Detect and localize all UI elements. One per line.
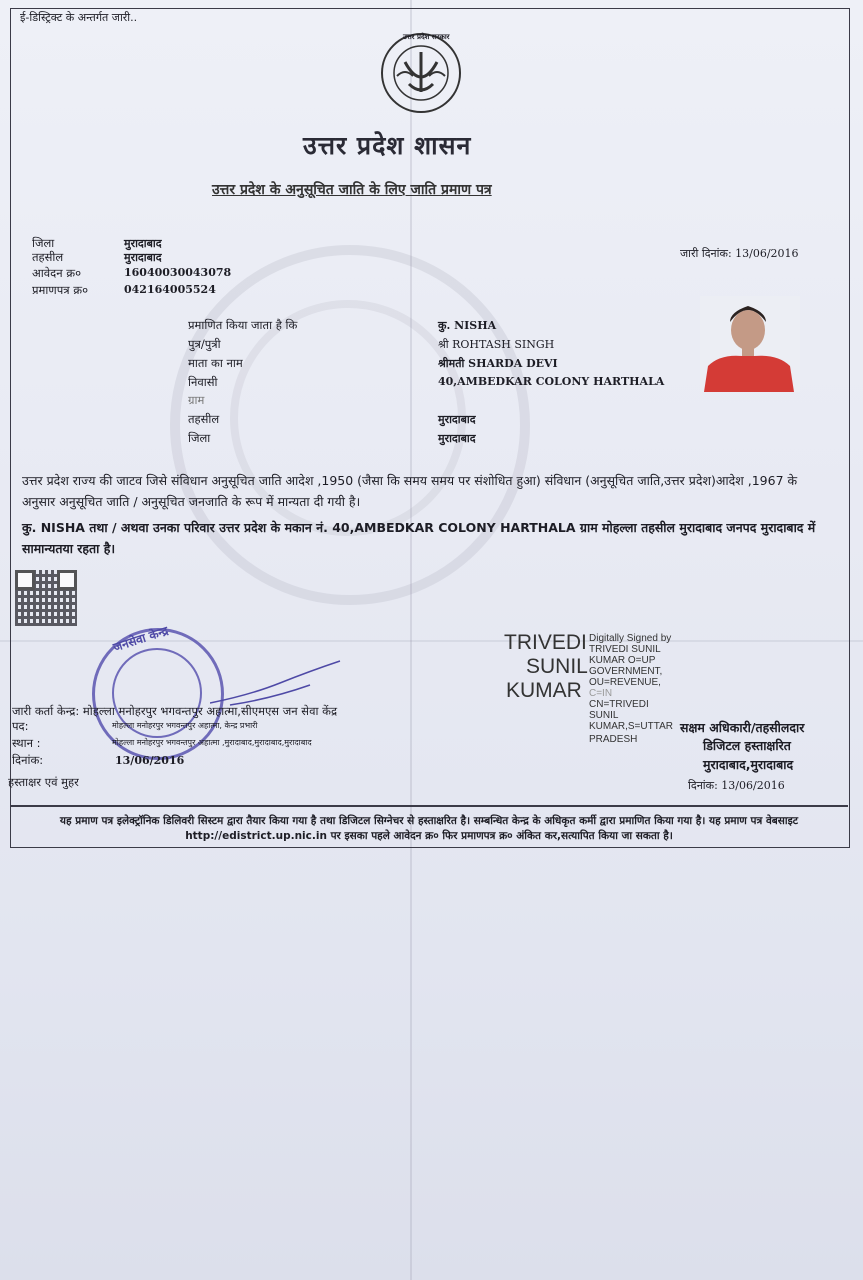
- sig-detail-line: TRIVEDI SUNIL: [589, 644, 661, 655]
- certificate-subtitle: उत्तर प्रदेश के अनुसूचित जाति के लिए जाति प्रमाण पत्र: [212, 182, 492, 198]
- authority-title: सक्षम अधिकारी/तहसीलदार: [680, 720, 805, 735]
- footer-note: यह प्रमाण पत्र इलेक्ट्रॉनिक डिलिवरी सिस्टम द्वारा तैयार किया गया है तथा डिजिटल सिग्नेचर से हस्ताक्षरित है। सम्बन्धित केन्द्र के अधिकृत कर्मी द्वारा प्रमाणित किया गया है। यह प्रमाण पत्र वेबसाइट http://edistrict.up.nic.in पर इसका पहले आवेदन क्र० फिर प्रमाणपत्र क्र० अंकित कर,सत्यापित किया जा सकता है।: [59, 815, 799, 842]
- applicant-photo: [700, 296, 800, 392]
- tehsil-value: मुरादाबाद: [124, 251, 162, 264]
- certificate-no-label: प्रमाणपत्र क्र०: [32, 283, 89, 297]
- signature-label: हस्ताक्षर एवं मुहर: [8, 775, 79, 789]
- digital-signature-details: [589, 633, 673, 745]
- district-label: जिला: [32, 236, 55, 250]
- sig-detail-line: PRADESH: [589, 734, 638, 745]
- certificate-no-value: 042164005524: [124, 283, 216, 296]
- sig-detail-line: KUMAR O=UP: [589, 655, 656, 666]
- caste-paragraph: उत्तर प्रदेश राज्य की जाटव जिसे संविधान अनुसूचित जाति आदेश ,1950 (जैसा कि समय समय पर संशोधित हुआ) संविधान (अनुसूचित जाति,उत्तर प्रदेश)आदेश ,1967 के अनुसार अनुसूचित जाति / अनुसूचित जनजाति के रूप में मान्यता दी गयी है।: [22, 473, 798, 509]
- issuing-center: जारी कर्ता केन्द्र: मोहल्ला मनोहरपुर भगवन्तपुर अहात्मा,सीएमएस जन सेवा केंद्र: [12, 704, 338, 718]
- sig-detail-line: CN=TRIVEDI: [589, 699, 649, 710]
- residence-paragraph: कु. NISHA तथा / अथवा उनका परिवार उत्तर प्रदेश के मकान नं. 40,AMBEDKAR COLONY HARTHALA ग्राम मोहल्ला तहसील मुरादाबाद जनपद मुरादाबाद में सामान्यतया रहता है।: [22, 520, 816, 556]
- sig-detail-line: C=IN: [589, 688, 613, 699]
- page-title: उत्तर प्रदेश शासन: [303, 131, 472, 160]
- date-label: दिनांक:: [12, 753, 44, 767]
- address-value: 40,AMBEDKAR COLONY HARTHALA: [438, 375, 665, 388]
- sig-detail-line: Digitally Signed by: [589, 633, 672, 644]
- tehsil-label: तहसील: [32, 250, 64, 264]
- signer-name-line1: TRIVEDI: [504, 631, 587, 654]
- authority-date: दिनांक: 13/06/2016: [688, 779, 785, 792]
- sig-detail-line: GOVERNMENT,: [589, 666, 663, 677]
- application-no-label: आवेदन क्र०: [32, 266, 82, 280]
- footer-divider: [10, 805, 848, 807]
- district-value: मुरादाबाद: [124, 237, 162, 250]
- father-name-value: श्री ROHTASH SINGH: [438, 338, 555, 351]
- detail-label: पुत्र/पुत्री: [188, 337, 221, 351]
- issue-date: जारी दिनांक: 13/06/2016: [680, 247, 799, 260]
- authority-digital: डिजिटल हस्ताक्षरित: [703, 738, 791, 753]
- date-value: 13/06/2016: [115, 754, 185, 767]
- detail-label: प्रमाणित किया जाता है कि: [188, 318, 298, 332]
- sig-detail-line: SUNIL: [589, 710, 619, 721]
- signer-name-line3: KUMAR: [506, 679, 582, 702]
- detail-label: माता का नाम: [188, 356, 243, 370]
- detail-label: ग्राम: [188, 393, 205, 407]
- post-label: पद:: [12, 719, 29, 733]
- detail-label: जिला: [188, 431, 211, 445]
- name-value: कु. NISHA: [438, 319, 497, 332]
- up-emblem-logo: [375, 32, 467, 114]
- sig-detail-line: KUMAR,S=UTTAR: [589, 721, 673, 732]
- tehsil-detail-value: मुरादाबाद: [438, 413, 476, 426]
- signer-name-line2: SUNIL: [526, 655, 588, 678]
- emblem-text: उत्तर प्रदेश सरकार: [403, 33, 450, 41]
- district-detail-value: मुरादाबाद: [438, 432, 476, 445]
- authority-place: मुरादाबाद,मुरादाबाद: [703, 757, 794, 772]
- stamp-text: जनसेवा केन्द्र: [111, 623, 170, 655]
- detail-label: तहसील: [188, 412, 220, 426]
- detail-label: निवासी: [188, 375, 218, 389]
- qr-code: [15, 570, 77, 626]
- sig-detail-line: OU=REVENUE,: [589, 677, 661, 688]
- header-note: ई-डिस्ट्रिक्ट के अन्तर्गत जारी..: [20, 11, 138, 24]
- place-label: स्थान :: [12, 736, 41, 750]
- mother-name-value: श्रीमती SHARDA DEVI: [438, 357, 558, 370]
- post-value: मोहल्ला मनोहरपुर भगवन्तपुर अहात्मा, केन्द्र प्रभारी: [112, 721, 258, 730]
- place-value: मोहल्ला मनोहरपुर भगवन्तपुर अहात्मा ,मुरादाबाद,मुरादाबाद,मुरादाबाद: [112, 738, 312, 747]
- application-no-value: 160400300430​78: [124, 266, 232, 279]
